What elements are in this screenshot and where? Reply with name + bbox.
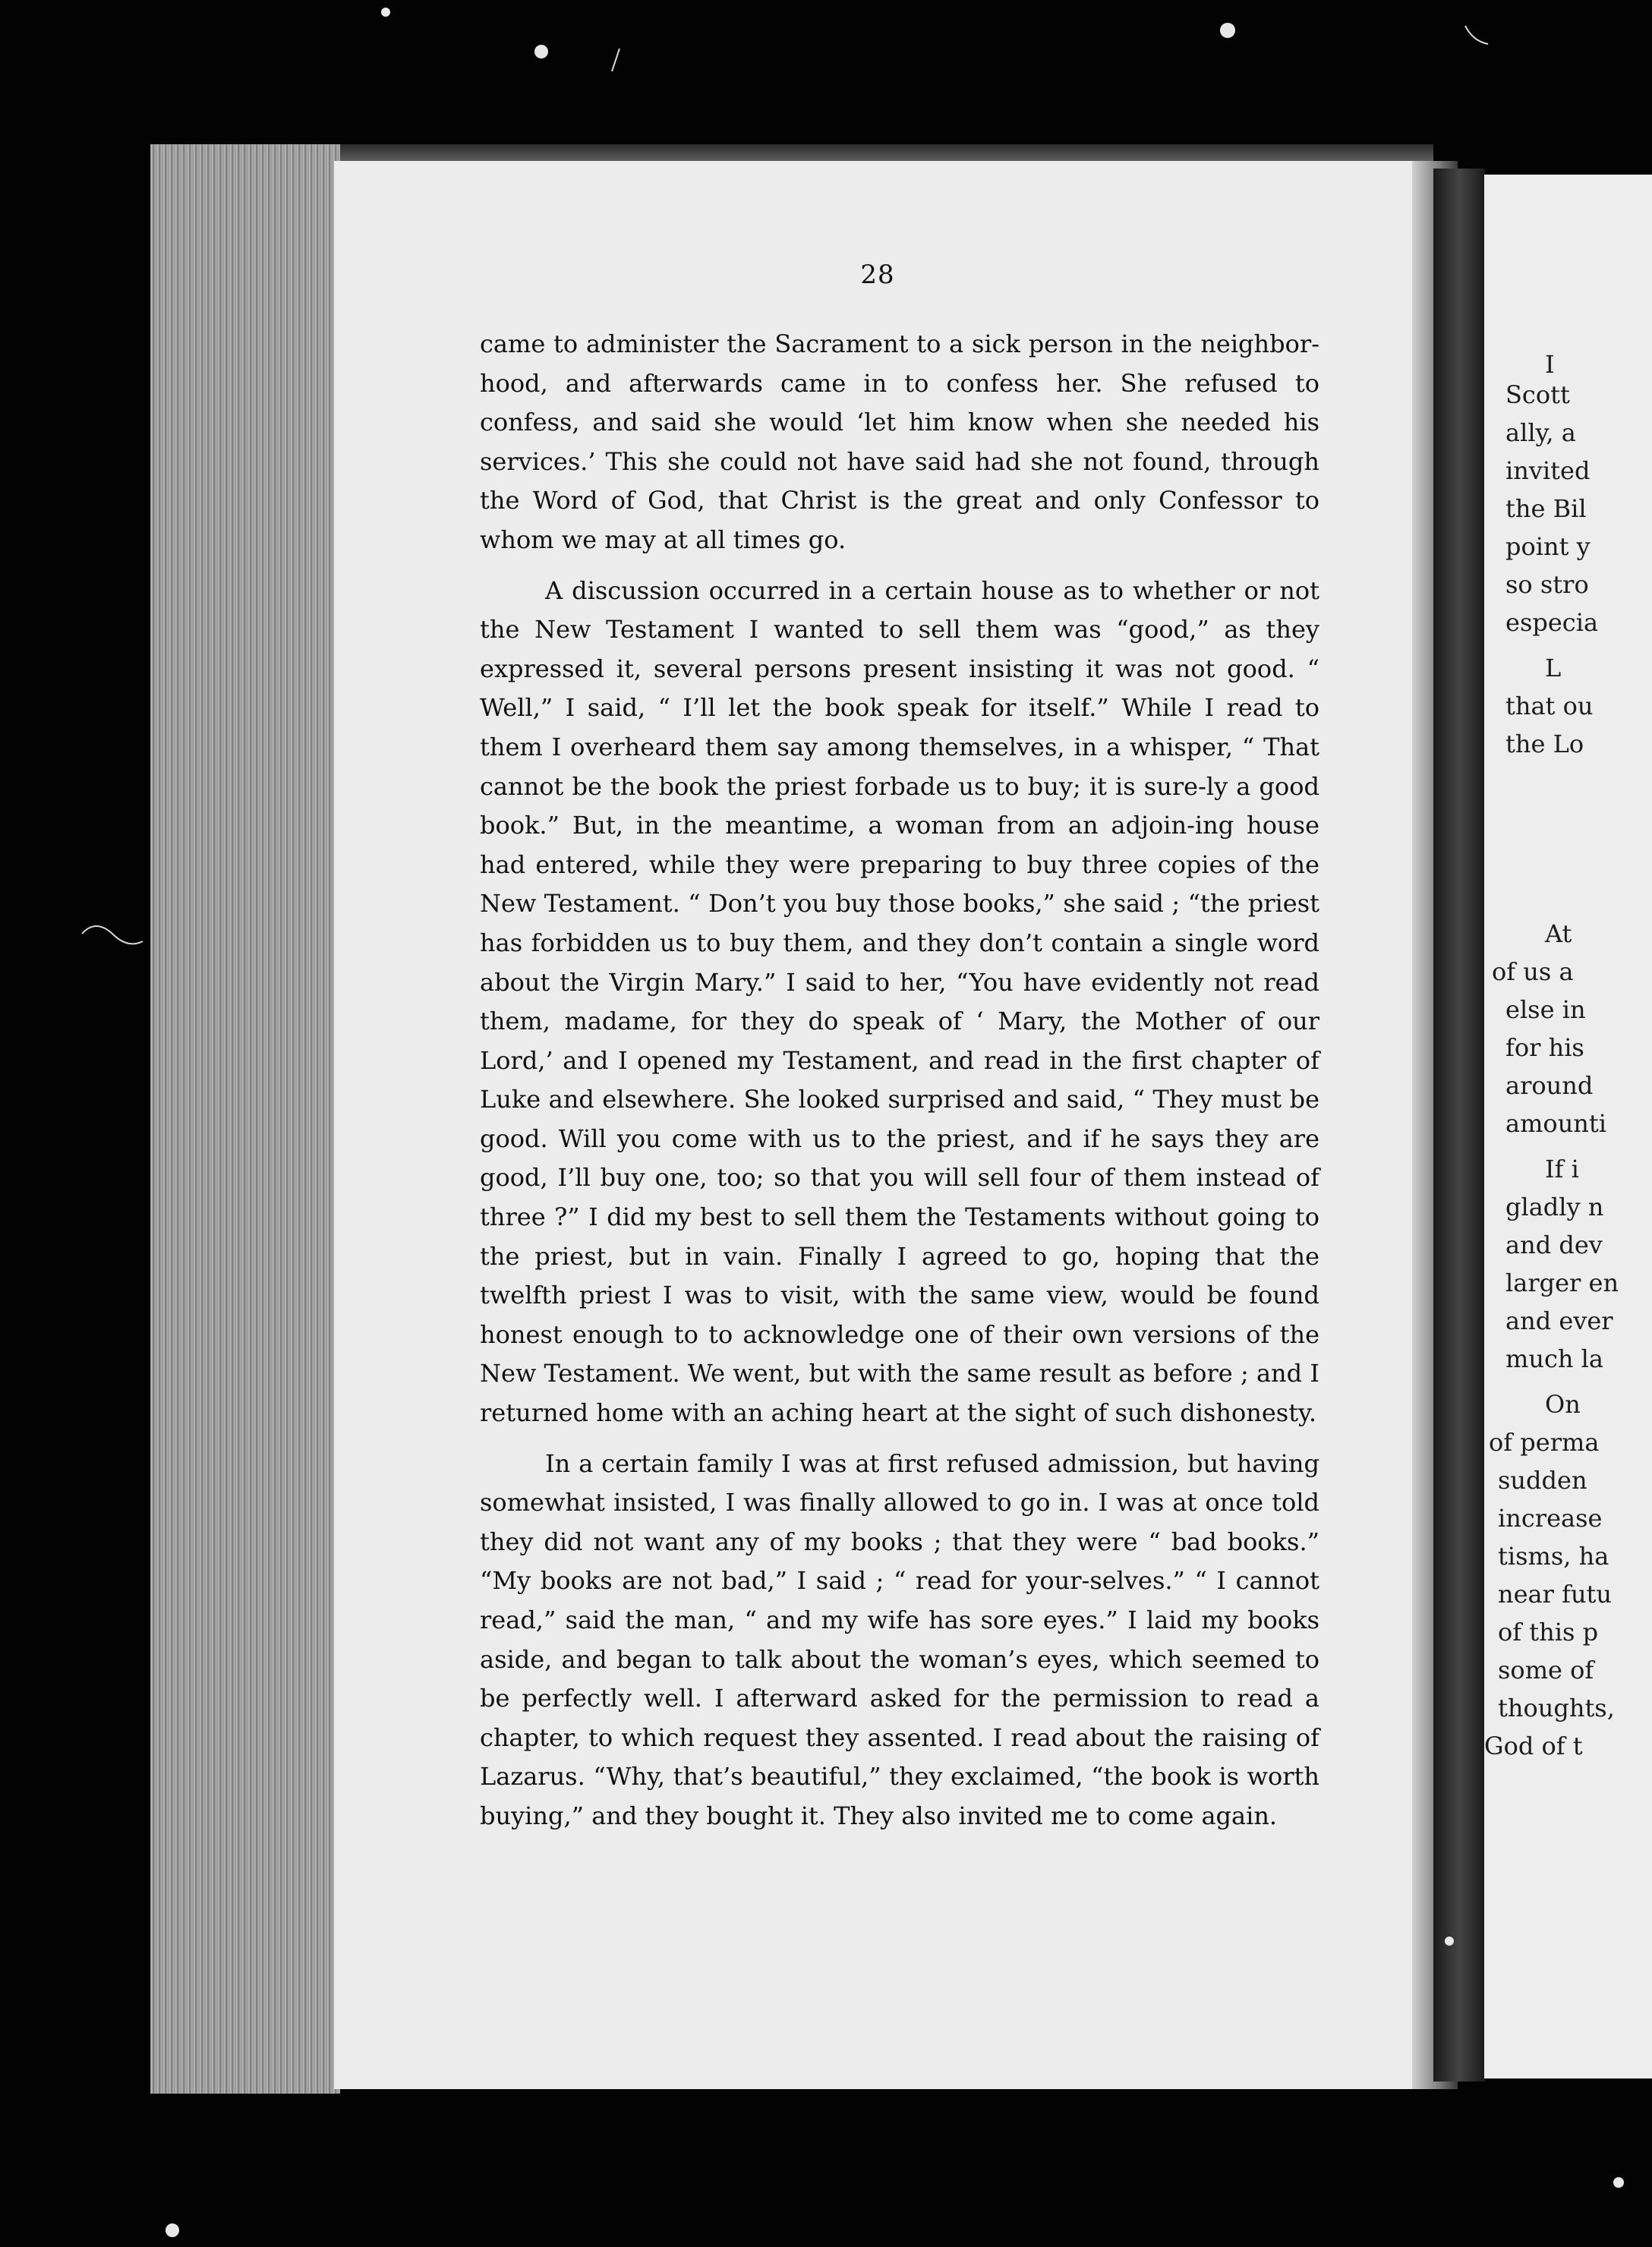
book-gutter (1433, 169, 1485, 2082)
facing-page-line: of this p (1498, 1618, 1599, 1647)
facing-page-line: around (1505, 1071, 1594, 1100)
facing-page-line: larger en (1505, 1268, 1619, 1297)
facing-page-line: If i (1545, 1155, 1579, 1183)
paragraph-3: In a certain family I was at first refused admission, but having somewhat insisted, I was finally allowed to go in. I was at once told they did not want any of my books ; that they were “ bad books.” “My books are not bad,” I said ; “ read for your-selves.” “ I cannot read,” said the man, “ and my wife has sore eyes.” I laid my books aside, and began to talk about the woman’s eyes, which seemed to be perfectly well. I afterward asked for the permission to read a chapter, to which request they assented. I read about the raising of Lazarus. “Why, that’s beautiful,” they exclaimed, “the book is worth buying,” and they bought it. They also invited me to come again. (480, 1448, 1319, 1830)
facing-page-line: On (1545, 1390, 1581, 1419)
facing-page-line: tisms, ha (1498, 1542, 1609, 1571)
facing-page-line: that ou (1505, 692, 1594, 720)
facing-page-line: some of (1498, 1656, 1594, 1684)
facing-page-line: God of t (1484, 1732, 1583, 1760)
facing-page-line: increase (1498, 1504, 1603, 1533)
paragraph-1: came to administer the Sacrament to a sick person in the neighbor-hood, and afterwards came in to confess her. She refused to confess, and said she would ‘let him know when she needed his services.’ This she could not have said had she not found, through the Word of God, that Christ is the great and only Confessor to whom we may at all times go. (480, 329, 1319, 554)
facing-page-line: the Lo (1505, 730, 1584, 758)
facing-page-line: Scott (1505, 380, 1570, 409)
facing-page-line: and dev (1505, 1231, 1603, 1259)
facing-page-line: gladly n (1505, 1193, 1604, 1221)
facing-page-line: invited (1505, 456, 1591, 485)
facing-page-line: of perma (1489, 1428, 1600, 1457)
page-number: 28 (860, 260, 895, 290)
facing-page-line: and ever (1505, 1306, 1613, 1335)
facing-page-line: especia (1505, 608, 1599, 637)
facing-page-line: the Bil (1505, 494, 1587, 523)
page-body-text (480, 325, 1319, 1836)
facing-page-line: for his (1505, 1033, 1584, 1062)
facing-page-line: much la (1505, 1344, 1603, 1373)
facing-page-line: point y (1505, 532, 1591, 561)
facing-page-line: ally, a (1505, 418, 1576, 447)
facing-page-line: amounti (1505, 1109, 1606, 1138)
facing-page-line: else in (1505, 995, 1586, 1024)
facing-page-line: sudden (1498, 1466, 1587, 1495)
facing-page-line: so stro (1505, 570, 1589, 599)
facing-page (1484, 175, 1652, 2078)
paragraph-2: A discussion occurred in a certain house as to whether or not the New Testament I wanted to sell them was “good,” as they expressed it, several persons present insisting it was not good. “ Well,” I said, “ I’ll let the book speak for itself.” While I read to them I overheard them say among themselves, in a whisper, “ That cannot be the book the priest forbade us to buy; it is sure-ly a good book.” But, in the meantime, a woman from an adjoin-ing house had entered, while they were preparing to buy three copies of the New Testament. “ Don’t you buy those books,” she said ; “the priest has forbidden us to buy them, and they don’t contain a single word about the Virgin Mary.” I said to her, “You have evidently not read them, madame, for they do speak of ‘ Mary, the Mother of our Lord,’ and I opened my Testament, and read in the first chapter of Luke and elsewhere. She looked surprised and said, “ They must be good. Will you come with us to the priest, and if he says they are good, I’ll buy one, too; so that you will sell four of them instead of three ?” I did my best to sell them the Testaments without going to the priest, but in vain. Finally I agreed to go, hoping that the twelfth priest I was to visit, with the same view, would be found honest enough to to acknowledge one of their own versions of the New Testament. We went, but with the same result as before ; and I returned home with an aching heart at the sight of such dishonesty. (480, 575, 1319, 1428)
facing-page-line: I (1545, 350, 1555, 379)
book-page (334, 161, 1421, 2089)
facing-page-line: thoughts, (1498, 1694, 1615, 1722)
facing-page-line: L (1545, 654, 1562, 682)
facing-page-line: near futu (1498, 1580, 1613, 1609)
book-page-edges (150, 144, 340, 2094)
facing-page-line: At (1545, 919, 1572, 948)
facing-page-line: of us a (1492, 957, 1574, 986)
